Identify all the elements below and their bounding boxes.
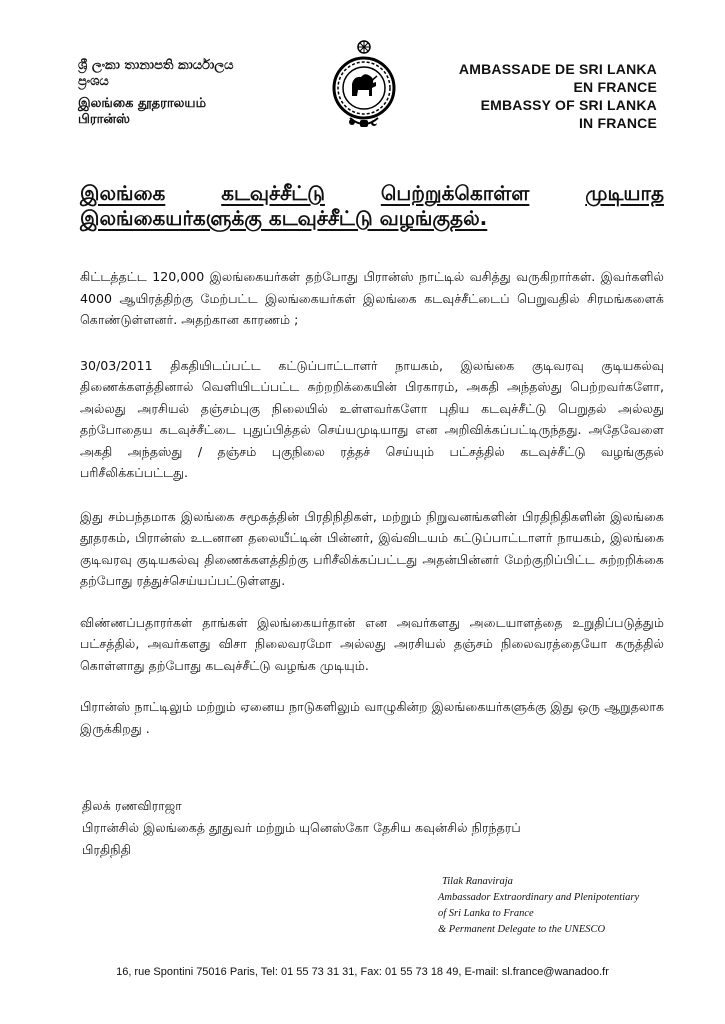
signatory-title-cont: பிரதிநிதி xyxy=(82,842,132,857)
paragraph-intro: கிட்டத்தட்ட 120,000 இலங்கையர்கள் தற்போது பிரான்ஸ் நாட்டில் வசித்து வருகிறார்கள். இவர்களில் 4000 ஆயிரத்திற்கு மேற்பட்ட இலங்கையர்கள் இலங்கை கடவுச்சீட்டைப் பெறுவதில் சிரமங்களைக் கொண்டுள்ளனர். அதற்கான காரணம் ; xyxy=(80,269,664,327)
signature-name: Tilak Ranaviraja xyxy=(442,876,513,887)
paragraph-circular: 30/03/2011 திகதியிடப்பட்ட கட்டுப்பாட்டாளர் நாயகம், இலங்கை குடிவரவு குடியகல்வு திணைக்களத்தினால் வெளியிடப்பட்ட சுற்றறிக்கையின் பிரகாரம், அகதி அந்தஸ்து பெற்றவர்களோ, அல்லது அரசியல் தஞ்சம்புகு நிலையில் உள்ளவர்களோ புதிய கடவுச்சீட்டு பெறுதல் அல்லது தற்போதைய கடவுச்சீட்டை புதுப்பித்தல் செய்யமுடியாது என அறிவிக்கப்பட்டிருந்தது. அதேவேளை அகதி அந்தஸ்து / தஞ்சம் புகுநிலை ரத்தச் செய்யும் பட்சத்தில் கடவுச்சீட்டு வழங்குதல் பரிசீலிக்கப்பட்டது. xyxy=(80,357,664,480)
footer-contact: 16, rue Spontini 75016 Paris, Tel: 01 55 73 31 31, Fax: 01 55 73 18 49, E-mail: sl.france@wanadoo.fr xyxy=(116,966,609,978)
tamil-country-name: பிரான்ஸ் xyxy=(78,112,130,127)
title-word: கடவுச்சீட்டு xyxy=(221,181,325,205)
tamil-embassy-name: இலங்கை தூதராலயம் xyxy=(78,96,207,111)
french-embassy-line: AMBASSADE DE SRI LANKA xyxy=(458,61,657,77)
paragraph-intervention: இது சம்பந்தமாக இலங்கை சமூகத்தின் பிரதிநிதிகள், மற்றும் நிறுவனங்களின் பிரதிநிதிகளின் இலங்கை தூதரகம், பிரான்ஸ் உடனான தலையீட்டின் பின்னர், இவ்விடயம் கட்டுப்பாட்டாளர் நாயகம், இலங்கை குடிவரவு குடியகல்வு திணைக்களத்திற்கு பரிசீலிக்கப்பட்டது அதன்பின்னர் மேற்குறிப்பிட்ட சுற்றறிக்கை தற்போது ரத்துச்செய்யப்பட்டுள்ளது. xyxy=(80,508,664,588)
title-word: முடியாத xyxy=(585,181,664,205)
english-embassy-line: EMBASSY OF SRI LANKA xyxy=(480,97,657,113)
title-line-1 xyxy=(80,181,664,206)
english-country-line: IN FRANCE xyxy=(578,115,657,131)
title-word: இலங்கை xyxy=(80,181,166,205)
signatory-name: திலக் ரணவிராஜா xyxy=(82,798,182,813)
sinhala-embassy-name: ශ්‍රී ලංකා තානාපති කාර්යාලය xyxy=(78,58,234,73)
paragraph-applicants: விண்ணப்பதாரர்கள் தாங்கள் இலங்கையர்தான் என அவர்களது அடையாளத்தை உறுதிப்படுத்தும் பட்சத்தில், அவர்களது விசா நிலைவரமோ அல்லது அரசியல் தஞ்சம் நிலைவரத்தையோ கருத்தில் கொள்ளாது தற்போது கடவுச்சீட்டு வழங்க முடியும். xyxy=(80,614,664,673)
document-title xyxy=(80,181,664,231)
signature-title: & Permanent Delegate to the UNESCO xyxy=(438,924,606,935)
letterhead-right xyxy=(459,60,657,132)
french-country-line: EN FRANCE xyxy=(573,79,657,95)
signatory-tamil xyxy=(82,795,672,861)
signature-title: Ambassador Extraordinary and Plenipotentiary xyxy=(438,892,640,903)
signature-block xyxy=(438,874,668,938)
title-line-2: இலங்கையர்களுக்கு கடவுச்சீட்டு வழங்குதல். xyxy=(80,206,488,230)
letterhead-left xyxy=(78,58,308,128)
signature-title: of Sri Lanka to France xyxy=(438,908,534,919)
national-emblem-icon xyxy=(330,38,398,134)
title-word: பெற்றுக்கொள்ள xyxy=(380,181,530,205)
paragraph-closing: பிரான்ஸ் நாட்டிலும் மற்றும் ஏனைய நாடுகளிலும் வாழுகின்ற இலங்கையர்களுக்கு இது ஒரு ஆறுதலாக இருக்கிறது . xyxy=(80,699,664,736)
signatory-title: பிரான்சில் இலங்கைத் தூதுவர் மற்றும் யுனெஸ்கோ தேசிய கவுன்சில் நிரந்தரப் xyxy=(82,820,521,835)
sinhala-country-name: ප්‍රංශය xyxy=(78,74,109,89)
letter-body xyxy=(80,266,664,739)
